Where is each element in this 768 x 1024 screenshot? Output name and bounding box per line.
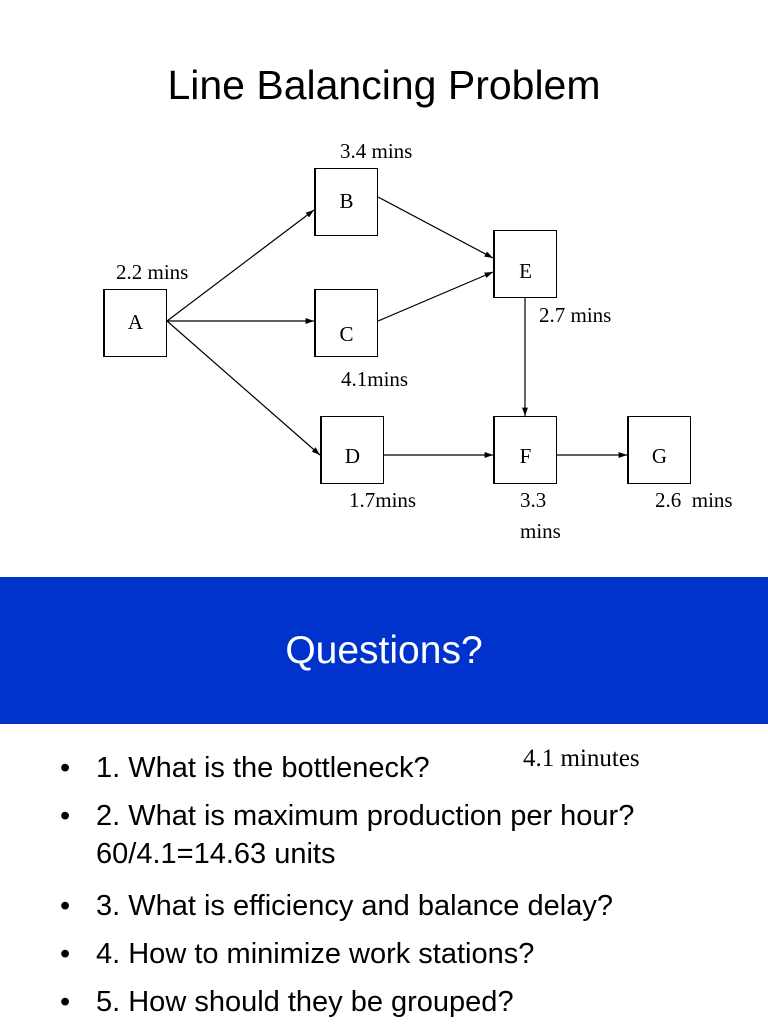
- question-3: [60, 887, 750, 925]
- node-c: [314, 289, 378, 357]
- questions-heading: Questions?: [285, 629, 483, 672]
- time-label-f: 3.3 mins: [520, 488, 561, 543]
- node-d-label: D: [344, 444, 361, 468]
- edge-a-b: [167, 210, 314, 321]
- node-a: [103, 289, 167, 357]
- question-1-text: 1. What is the bottleneck?: [96, 752, 430, 784]
- question-5: [60, 983, 750, 1021]
- time-label-d: 1.7mins: [349, 488, 417, 512]
- node-d: [320, 416, 384, 484]
- time-label-b: 3.4 mins: [340, 139, 413, 163]
- edge-a-d: [167, 321, 320, 455]
- question-4: [60, 935, 750, 973]
- slide-title: Line Balancing Problem: [167, 62, 601, 108]
- bullet-icon: •: [60, 986, 71, 1018]
- node-e: [493, 230, 557, 298]
- question-1-answer: 4.1 minutes: [523, 745, 640, 772]
- time-label-a: 2.2 mins: [116, 260, 189, 284]
- question-3-text: 3. What is efficiency and balance delay?: [96, 890, 613, 922]
- edge-b-e: [378, 197, 493, 258]
- node-b: [314, 168, 378, 236]
- node-e-label: E: [519, 259, 532, 283]
- question-5-text: 5. How should they be grouped?: [96, 986, 514, 1018]
- time-label-e: 2.7 mins: [539, 303, 612, 327]
- bullet-icon: •: [60, 890, 71, 922]
- time-label-g: 2.6 mins: [655, 488, 733, 512]
- node-f-label: F: [519, 444, 532, 468]
- time-label-c: 4.1mins: [341, 367, 409, 391]
- node-c-label: C: [339, 322, 354, 346]
- bullet-icon: •: [60, 938, 71, 970]
- question-4-text: 4. How to minimize work stations?: [96, 938, 535, 970]
- bullet-icon: •: [60, 752, 71, 784]
- node-a-label: A: [127, 310, 144, 334]
- node-b-label: B: [339, 189, 354, 213]
- bullet-icon: •: [60, 800, 71, 832]
- node-f: [493, 416, 557, 484]
- question-2-text: 2. What is maximum production per hour? 60/4.1=14.63 units: [96, 800, 635, 870]
- question-1: [60, 749, 500, 787]
- edge-c-e: [378, 272, 493, 321]
- node-g: [627, 416, 691, 484]
- node-g-label: G: [651, 444, 668, 468]
- question-2: [60, 797, 670, 873]
